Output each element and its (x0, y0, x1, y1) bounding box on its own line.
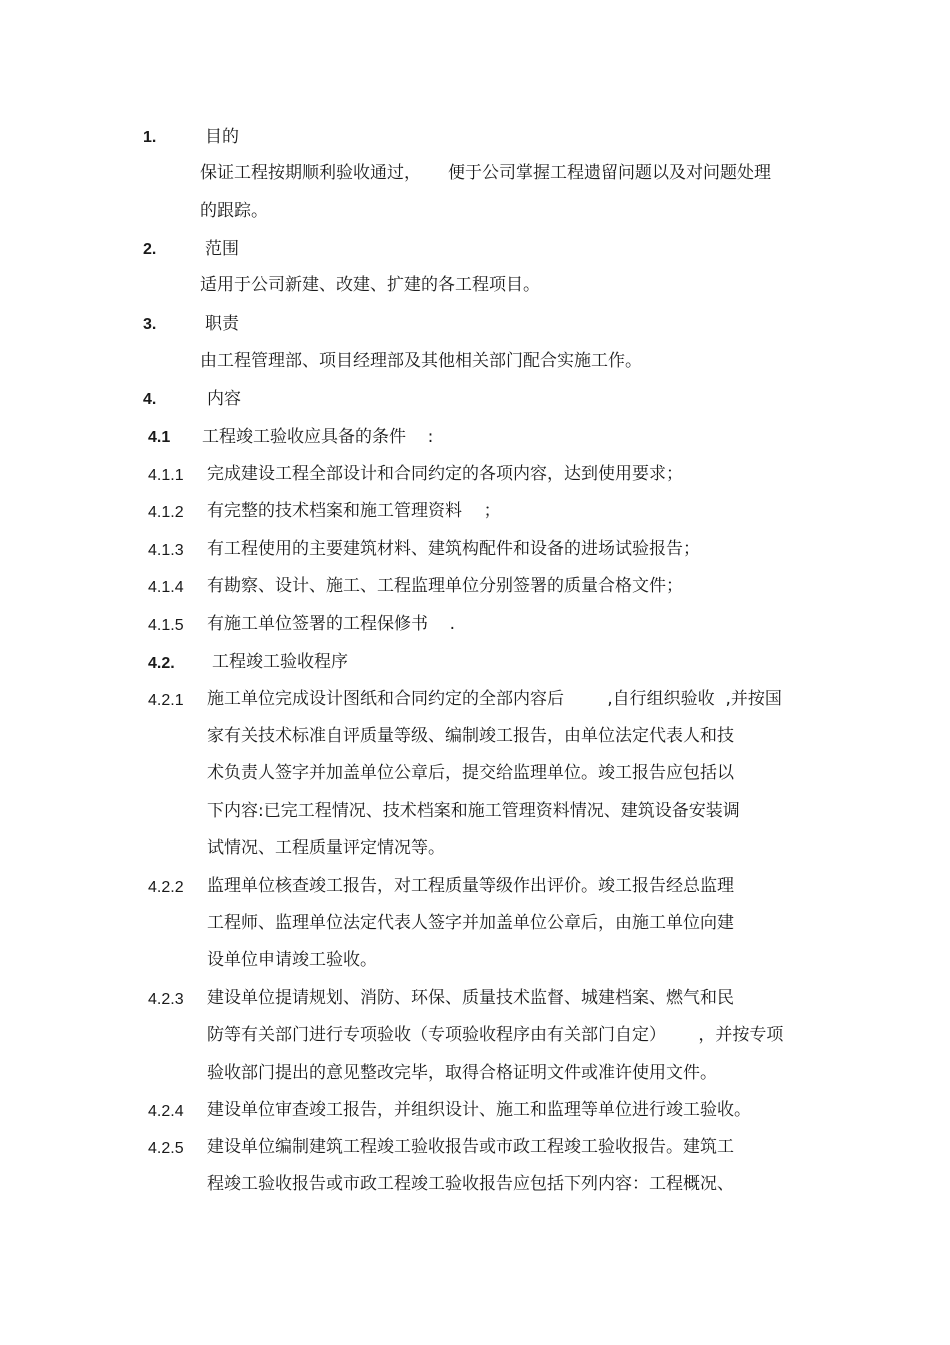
item-4-2-4-number: 4.2.4 (148, 1103, 184, 1120)
item-4-1-5-number: 4.1.5 (148, 617, 184, 634)
item-4-2-2-number: 4.2.2 (148, 879, 184, 896)
item-4-2-3-line-2: 防等有关部门进行专项验收（专项验收程序由有关部门自定） ，并按专项 (207, 1025, 784, 1045)
item-4-2-1-line-4: 下内容:已完工程情况、技术档案和施工管理资料情况、建筑设备安装调 (207, 801, 740, 821)
item-4-2-3-line-1: 建设单位提请规划、消防、环保、质量技术监督、城建档案、燃气和民 (207, 988, 734, 1008)
section-3-number: 3. (143, 316, 157, 333)
section-1-body-line-2: 的跟踪。 (200, 201, 268, 221)
item-4-2-5-line-2: 程竣工验收报告或市政工程竣工验收报告应包括下列内容：工程概况、 (207, 1174, 734, 1194)
item-4-1-3-text: 有工程使用的主要建筑材料、建筑构配件和设备的进场试验报告； (207, 539, 700, 559)
section-3-title: 职责 (205, 314, 239, 334)
section-2-title: 范围 (205, 239, 239, 259)
section-2-number: 2. (143, 241, 157, 258)
item-4-2-3-line-3: 验收部门提出的意见整改完毕，取得合格证明文件或准许使用文件。 (207, 1063, 717, 1083)
item-4-2-1-line-3: 术负责人签字并加盖单位公章后，提交给监理单位。竣工报告应包括以 (207, 763, 734, 783)
item-4-2-1-number: 4.2.1 (148, 692, 184, 709)
subsection-4-2-number: 4.2. (148, 655, 175, 672)
section-3-body-line-1: 由工程管理部、项目经理部及其他相关部门配合实施工作。 (200, 351, 642, 371)
item-4-2-1-line-5: 试情况、工程质量评定情况等。 (207, 838, 445, 858)
section-2-body-line-1: 适用于公司新建、改建、扩建的各工程项目。 (200, 275, 540, 295)
section-4-title: 内容 (207, 389, 241, 409)
item-4-1-3-number: 4.1.3 (148, 542, 184, 559)
section-4-number: 4. (143, 391, 157, 408)
item-4-2-5-number: 4.2.5 (148, 1140, 184, 1157)
subsection-4-2-title: 工程竣工验收程序 (212, 652, 348, 672)
item-4-1-1-text: 完成建设工程全部设计和合同约定的各项内容，达到使用要求； (207, 464, 683, 484)
section-1-title: 目的 (205, 127, 239, 147)
item-4-2-1-line-2: 家有关技术标准自评质量等级、编制竣工报告，由单位法定代表人和技 (207, 726, 734, 746)
item-4-2-1-line-1: 施工单位完成设计图纸和合同约定的全部内容后 ,自行组织验收 ,并按国 (207, 689, 782, 709)
section-1-body-line-1: 保证工程按期顺利验收通过， 便于公司掌握工程遗留问题以及对问题处理 (200, 163, 772, 183)
item-4-1-4-number: 4.1.4 (148, 579, 184, 596)
subsection-4-1-number: 4.1 (148, 429, 171, 446)
section-1-number: 1. (143, 129, 157, 146)
item-4-1-5-text: 有施工单位签署的工程保修书 . (207, 614, 456, 634)
item-4-2-3-number: 4.2.3 (148, 991, 184, 1008)
item-4-2-2-line-3: 设单位申请竣工验收。 (207, 950, 377, 970)
subsection-4-1-title: 工程竣工验收应具备的条件 : (202, 427, 434, 447)
item-4-2-4-line-1: 建设单位审查竣工报告，并组织设计、施工和监理等单位进行竣工验收。 (207, 1100, 751, 1120)
item-4-1-2-number: 4.1.2 (148, 504, 184, 521)
item-4-2-5-line-1: 建设单位编制建筑工程竣工验收报告或市政工程竣工验收报告。建筑工 (207, 1137, 734, 1157)
item-4-2-2-line-2: 工程师、监理单位法定代表人签字并加盖单位公章后，由施工单位向建 (207, 913, 734, 933)
item-4-1-2-text: 有完整的技术档案和施工管理资料 ； (207, 501, 501, 521)
item-4-2-2-line-1: 监理单位核查竣工报告，对工程质量等级作出评价。竣工报告经总监理 (207, 876, 734, 896)
item-4-1-4-text: 有勘察、设计、施工、工程监理单位分别签署的质量合格文件； (207, 576, 683, 596)
item-4-1-1-number: 4.1.1 (148, 467, 184, 484)
